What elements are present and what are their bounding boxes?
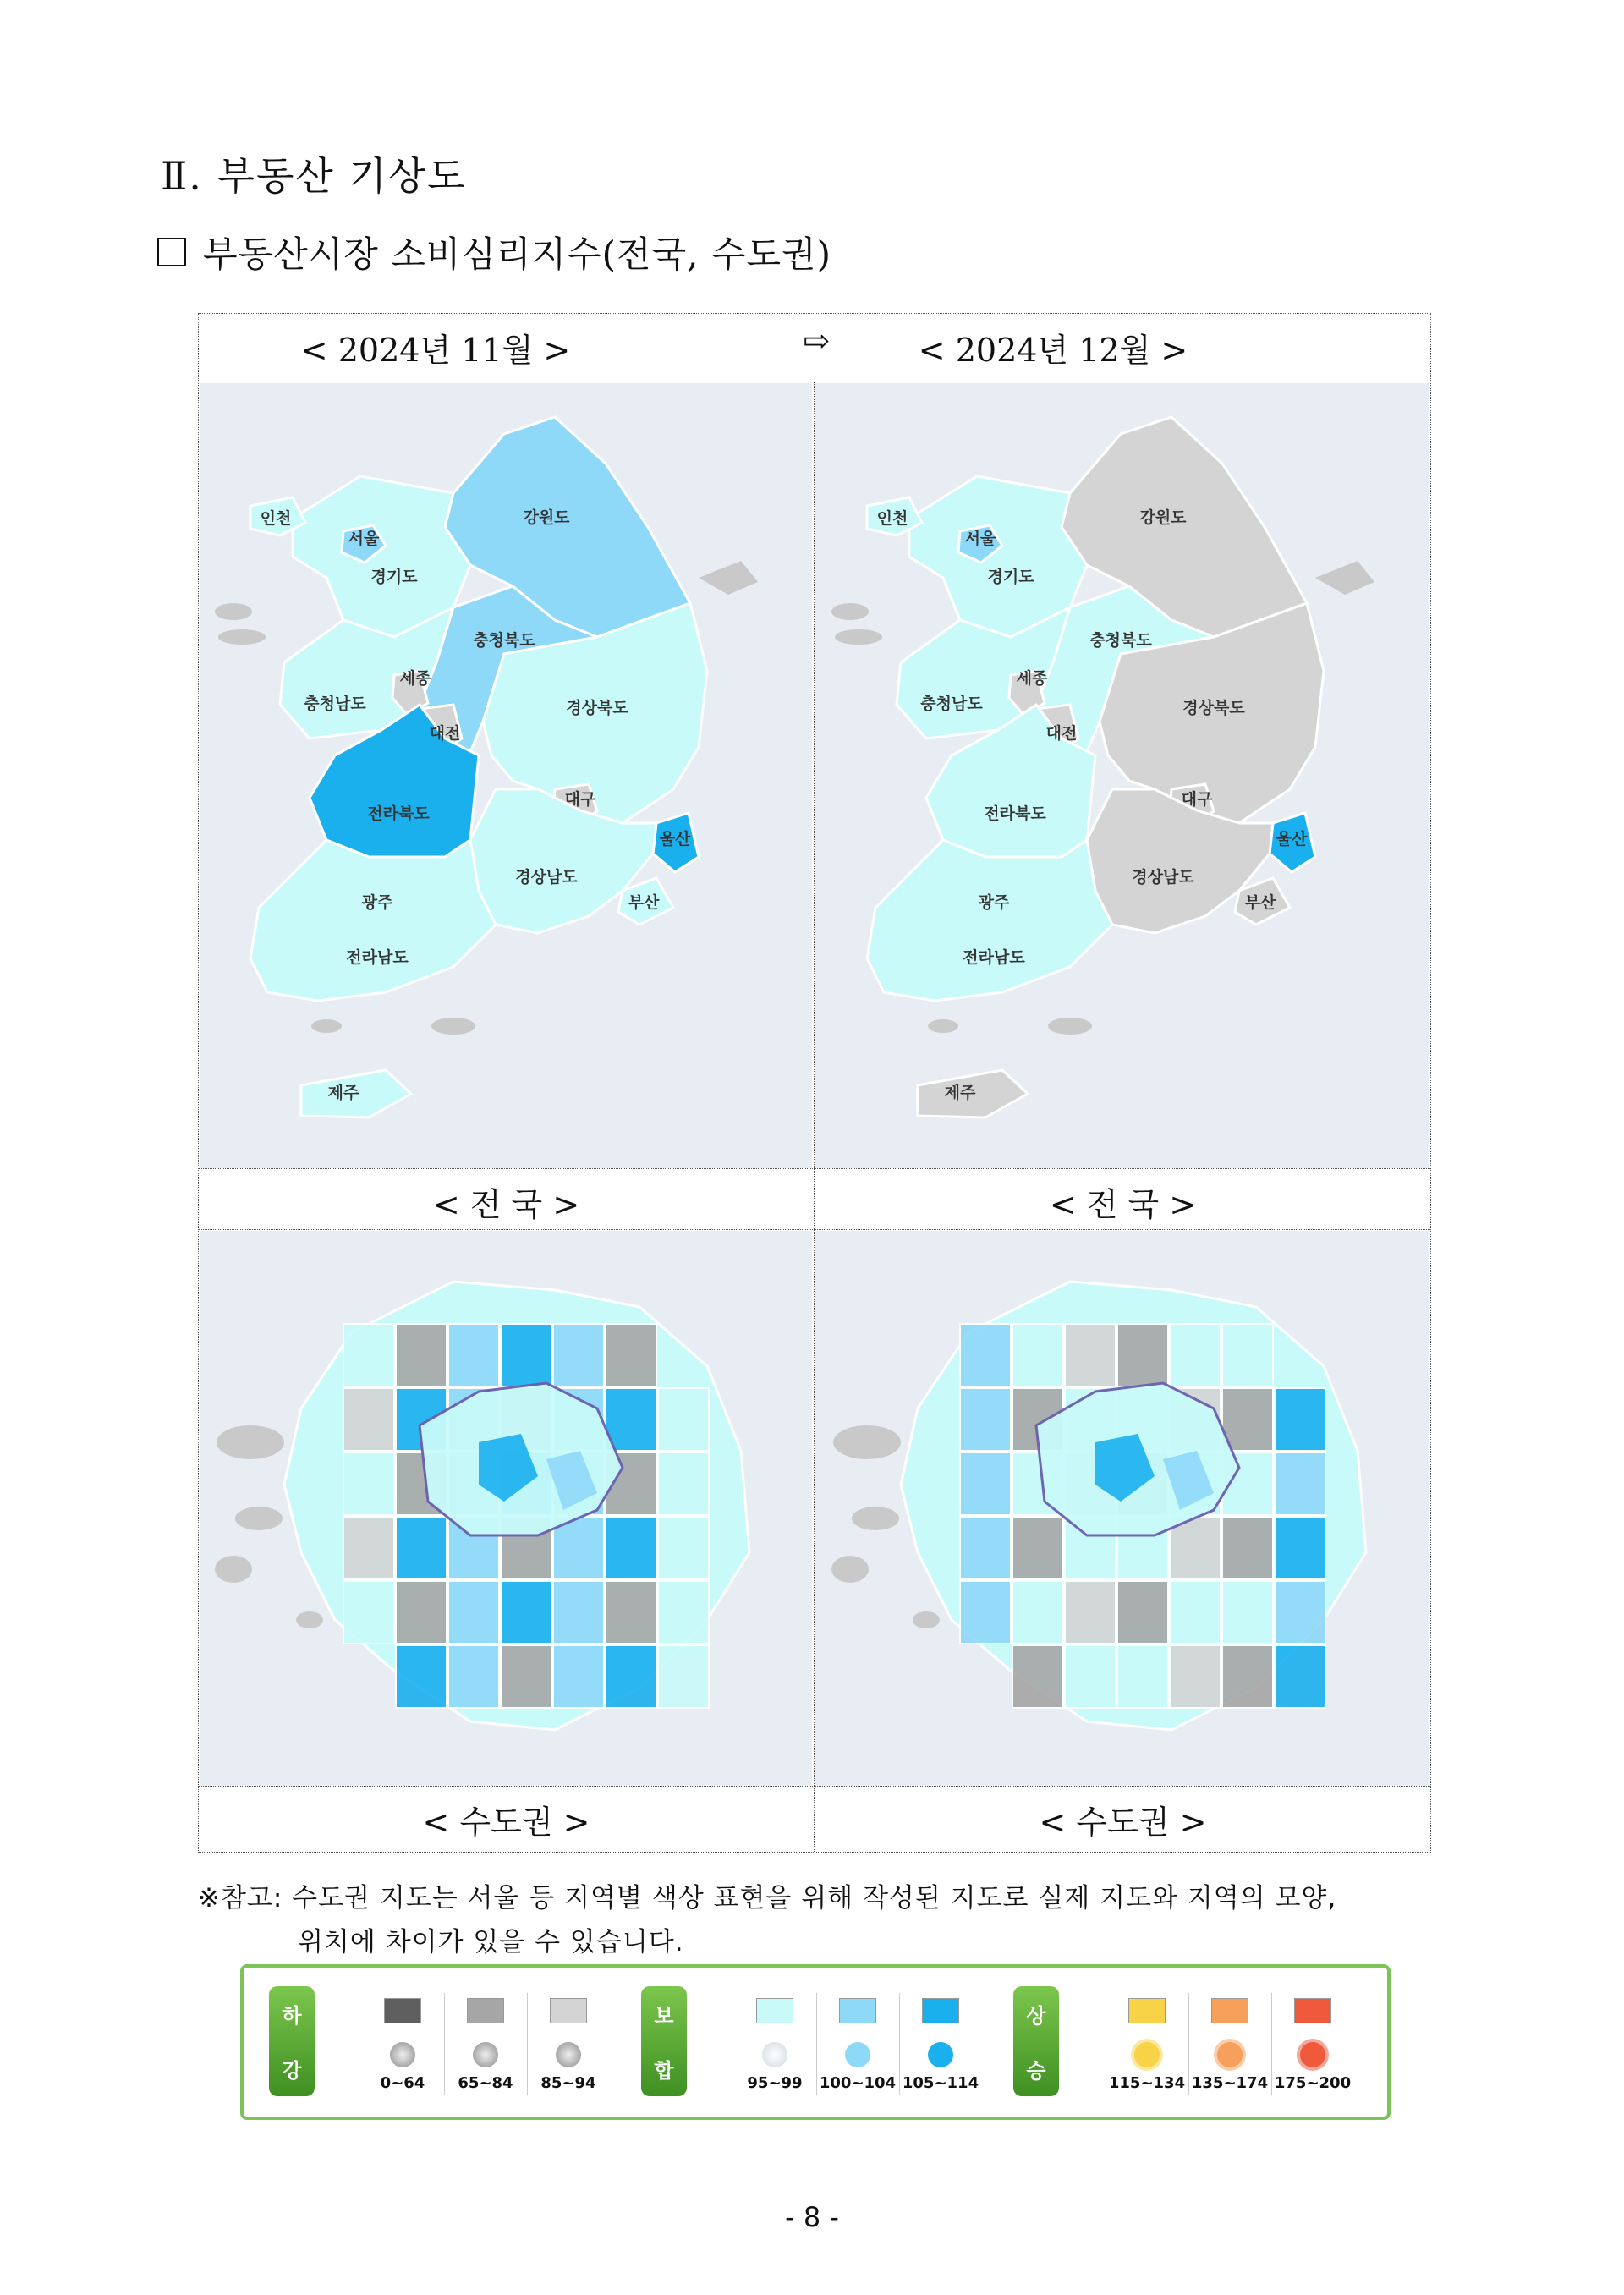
legend-category-2	[1013, 1986, 1059, 2096]
region-label-busan: 부산	[1244, 893, 1276, 912]
legend-swatch	[1211, 1998, 1248, 2023]
legend-category-bottom: 승	[1026, 2059, 1046, 2083]
national-map-nov	[200, 383, 812, 1168]
region-label-jeonbuk: 전라북도	[367, 804, 430, 823]
region-label-gwangju: 광주	[361, 893, 393, 912]
legend-range: 95~99	[747, 2074, 803, 2092]
sun-icon	[1134, 2042, 1160, 2067]
legend-category-top: 하	[282, 2004, 302, 2028]
legend-range: 65~84	[458, 2074, 513, 2092]
red-sun-icon	[1300, 2042, 1325, 2067]
region-label-gangwon: 강원도	[1139, 508, 1187, 527]
region-label-gangwon: 강원도	[523, 508, 570, 527]
region-label-seoul: 서울	[348, 530, 380, 548]
region-label-busan: 부산	[628, 893, 660, 912]
region-label-daejeon: 대전	[1045, 724, 1078, 743]
region-label-jeju: 제주	[944, 1084, 976, 1102]
subtitle	[157, 227, 831, 277]
region-label-jeonbuk: 전라북도	[984, 804, 1046, 823]
legend-range: 175~200	[1274, 2074, 1352, 2092]
region-label-daegu: 대구	[564, 790, 596, 809]
region-label-ulsan: 울산	[1276, 830, 1308, 848]
map-comparison-frame	[198, 313, 1431, 1853]
legend-swatch	[839, 1998, 876, 2023]
region-label-seoul: 서울	[964, 530, 996, 548]
legend-swatch	[922, 1998, 959, 2023]
region-label-incheon: 인천	[260, 509, 292, 528]
legend-swatch	[467, 1998, 504, 2023]
capital-map-nov	[200, 1231, 812, 1786]
legend-range: 85~94	[540, 2074, 596, 2092]
capital-map-dec	[815, 1231, 1429, 1786]
rain-icon	[473, 2042, 498, 2067]
period-left: < 2024년 11월 >	[300, 332, 571, 369]
region-label-sejong: 세종	[1016, 669, 1048, 688]
map-note	[198, 1876, 1336, 1964]
subtitle-text: 부동산시장 소비심리지수(전국, 수도권)	[203, 233, 831, 275]
light-rain-icon	[556, 2042, 581, 2067]
region-label-chungnam: 충청남도	[304, 695, 366, 713]
region-label-gwangju: 광주	[978, 893, 1010, 912]
region-label-gyeonggi: 경기도	[987, 568, 1034, 586]
legend-category-bottom: 강	[282, 2059, 302, 2083]
region-jeonnam	[867, 840, 1112, 1001]
region-label-chungnam: 충청남도	[920, 695, 983, 713]
region-label-gyeongnam: 경상남도	[515, 868, 578, 887]
arrow-right-icon: ⇨	[803, 322, 830, 360]
region-label-incheon: 인천	[876, 509, 908, 528]
legend-range: 100~104	[819, 2074, 897, 2092]
region-label-daegu: 대구	[1181, 790, 1213, 809]
legend-category-0	[269, 1986, 315, 2096]
checkbox-square-icon	[157, 238, 186, 266]
pale-sun-icon	[845, 2042, 870, 2067]
region-label-sejong: 세종	[399, 669, 431, 688]
legend-range: 135~174	[1191, 2074, 1269, 2092]
legend-category-1	[641, 1986, 687, 2096]
region-label-jeju: 제주	[327, 1084, 359, 1102]
region-label-chungbuk: 충청북도	[473, 631, 535, 650]
legend-range: 115~134	[1108, 2074, 1186, 2092]
caption-capital-left: < 수도권 >	[422, 1804, 590, 1841]
note-line-1: ※참고: 수도권 지도는 서울 등 지역별 색상 표현을 위해 작성된 지도로 실제 지도와 지역의 모양,	[198, 1883, 1337, 1913]
region-jeonnam	[250, 840, 496, 1001]
caption-national-left: < 전 국 >	[432, 1186, 580, 1223]
heavy-rain-icon	[390, 2042, 415, 2067]
orange-sun-icon	[1217, 2042, 1243, 2067]
section-title: Ⅱ. 부동산 기상도	[161, 153, 467, 199]
region-label-gyeongbuk: 경상북도	[1182, 699, 1245, 717]
legend-swatch	[384, 1998, 421, 2023]
cloud-icon	[762, 2042, 787, 2067]
legend-range: 0~64	[380, 2074, 425, 2092]
region-label-ulsan: 울산	[659, 830, 691, 848]
legend-category-top: 보	[654, 2004, 674, 2028]
legend-swatch	[1128, 1998, 1166, 2023]
caption-capital-right: < 수도권 >	[1039, 1804, 1207, 1841]
blue-sun-icon	[928, 2042, 953, 2067]
region-label-daejeon: 대전	[429, 724, 461, 743]
region-label-gyeonggi: 경기도	[370, 568, 418, 586]
region-label-gyeongnam: 경상남도	[1132, 868, 1194, 887]
legend-category-bottom: 합	[654, 2059, 674, 2083]
region-label-jeonnam: 전라남도	[963, 948, 1025, 967]
note-line-2: 위치에 차이가 있을 수 있습니다.	[298, 1927, 684, 1957]
legend-swatch	[756, 1998, 793, 2023]
legend-swatch	[1294, 1998, 1331, 2023]
legend-category-top: 상	[1026, 2004, 1046, 2028]
period-right: < 2024년 12월 >	[918, 332, 1188, 369]
index-legend	[240, 1964, 1391, 2120]
region-label-jeonnam: 전라남도	[346, 948, 409, 967]
page-number: - 8 -	[785, 2201, 839, 2233]
legend-range: 105~114	[902, 2074, 979, 2092]
caption-national-right: < 전 국 >	[1049, 1186, 1197, 1223]
region-label-gyeongbuk: 경상북도	[566, 699, 628, 717]
legend-swatch	[550, 1998, 587, 2023]
region-label-chungbuk: 충청북도	[1089, 631, 1152, 650]
national-map-dec	[815, 383, 1429, 1168]
